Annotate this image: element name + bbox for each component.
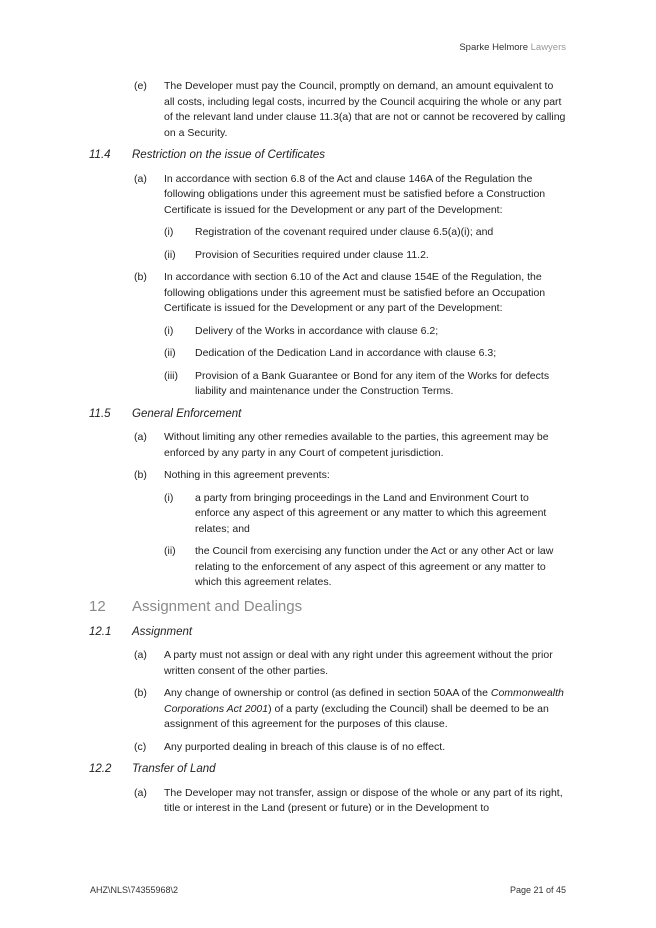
firm-name: Sparke Helmore — [459, 42, 528, 53]
clause-text: Provision of a Bank Guarantee or Bond for any item of the Works for defects liability and maintenance under the Construction Terms. — [195, 369, 550, 397]
section-heading-12-1 — [89, 625, 566, 641]
clause-label: (ii) — [164, 545, 176, 557]
clause-12-1-b — [90, 686, 566, 733]
clause-text: Any purported dealing in breach of this clause is of no effect. — [164, 740, 446, 753]
clause-text: Registration of the covenant required under clause 6.5(a)(i); and — [195, 226, 494, 238]
page-header — [459, 42, 566, 53]
clause-label: (b) — [134, 469, 147, 481]
clause-text: the Council from exercising any function under the Act or any other Act or law relating to the enforcement of any aspect of this agreement or any matter to which this agreement relates. — [195, 545, 554, 588]
section-number: 11.5 — [89, 407, 111, 420]
document-reference: AHZ\NLS\74355968\2 — [90, 885, 179, 895]
clause-text: The Developer may not transfer, assign or dispose of the whole or any part of its right, title or interest in the Land (present or future) or in the Development to — [164, 786, 563, 814]
section-title: General Enforcement — [132, 407, 242, 420]
clause-text: Delivery of the Works in accordance with clause 6.2; — [195, 324, 439, 337]
clause-11-3-e — [90, 79, 566, 141]
clause-label: (iii) — [164, 369, 178, 382]
clause-label: (ii) — [164, 248, 176, 261]
clause-label: (e) — [134, 80, 147, 92]
clause-11-4-b-i — [90, 324, 566, 340]
clause-label: (b) — [134, 687, 147, 699]
clause-text-before: Any change of ownership or control (as defined in section 50AA of the — [164, 687, 491, 699]
section-title: Restriction on the issue of Certificates — [132, 149, 326, 161]
clause-11-5-b-ii — [90, 544, 566, 591]
clause-text: Nothing in this agreement prevents: — [164, 469, 330, 481]
section-number: 12.1 — [89, 625, 112, 638]
clause-text: a party from bringing proceedings in the Land and Environment Court to enforce any aspect of this agreement or any matter to which this agreement relates; and — [195, 491, 547, 535]
clause-text: In accordance with section 6.10 of the Act and clause 154E of the Regulation, the following obligations under this agreement must be satisfied before an Occupation Certificate is issued for the Development or any part of the Development: — [164, 271, 546, 314]
heading-title: Assignment and Dealings — [132, 597, 303, 615]
clause-label: (i) — [164, 226, 174, 238]
page-number: Page 21 of 45 — [509, 885, 566, 895]
clause-label: (i) — [164, 491, 174, 504]
act-name: Commonwealth Corporations Act 2001 — [164, 687, 564, 715]
clause-text: Provision of Securities required under clause 11.2. — [195, 248, 429, 261]
clause-11-4-b-ii — [90, 346, 566, 362]
clause-11-4-a-i — [90, 225, 566, 241]
clause-text-after: ) of a party (excluding the Council) shall be deemed to be an assignment of this agreement for the purposes of this clause. — [164, 702, 549, 730]
section-heading-11-4 — [89, 148, 566, 164]
clause-text: In accordance with section 6.8 of the Act and clause 146A of the Regulation the following obligations under this agreement must be satisfied before a Construction Certificate is issued for the Development or any part of the Development: — [164, 172, 546, 216]
clause-11-5-b-i — [90, 491, 566, 538]
clause-11-5-a — [90, 430, 566, 461]
clause-label: (a) — [134, 649, 147, 661]
clause-label: (ii) — [164, 347, 176, 359]
section-number: 12.2 — [89, 763, 112, 775]
page-footer — [90, 885, 566, 895]
clause-label: (a) — [134, 431, 147, 443]
section-number: 11.4 — [89, 149, 111, 161]
heading-12 — [89, 598, 566, 616]
clause-text — [164, 687, 564, 730]
section-title: Transfer of Land — [132, 763, 216, 775]
clause-11-5-b — [90, 468, 566, 484]
clause-11-4-a — [90, 172, 566, 219]
clause-11-4-a-ii — [90, 248, 566, 264]
clause-label: (i) — [164, 324, 174, 337]
document-body — [90, 79, 566, 824]
clause-label: (a) — [134, 786, 147, 799]
clause-text: A party must not assign or deal with any right under this agreement without the prior written consent of the other parties. — [164, 649, 553, 677]
clause-12-1-c — [90, 740, 566, 756]
clause-11-4-b-iii — [90, 369, 566, 400]
section-title: Assignment — [132, 625, 193, 638]
clause-text: Without limiting any other remedies available to the parties, this agreement may be enforced by any party in any Court of competent jurisdiction. — [164, 431, 549, 459]
clause-label: (c) — [134, 740, 147, 753]
section-heading-11-5 — [89, 407, 566, 423]
clause-text: Dedication of the Dedication Land in accordance with clause 6.3; — [195, 347, 497, 359]
section-heading-12-2 — [89, 762, 566, 778]
clause-11-4-b — [90, 270, 566, 317]
clause-12-2-a — [90, 786, 566, 817]
heading-number: 12 — [89, 597, 106, 615]
clause-text: The Developer must pay the Council, promptly on demand, an amount equivalent to all costs, including legal costs, incurred by the Council acquiring the whole or any part of the relevant land under clause 11.3(a) that are not or cannot be recovered by calling on a Security. — [164, 80, 566, 139]
clause-12-1-a — [90, 648, 566, 679]
clause-label: (a) — [134, 172, 147, 185]
clause-label: (b) — [134, 271, 147, 283]
firm-name-suffix: Lawyers — [530, 42, 566, 53]
